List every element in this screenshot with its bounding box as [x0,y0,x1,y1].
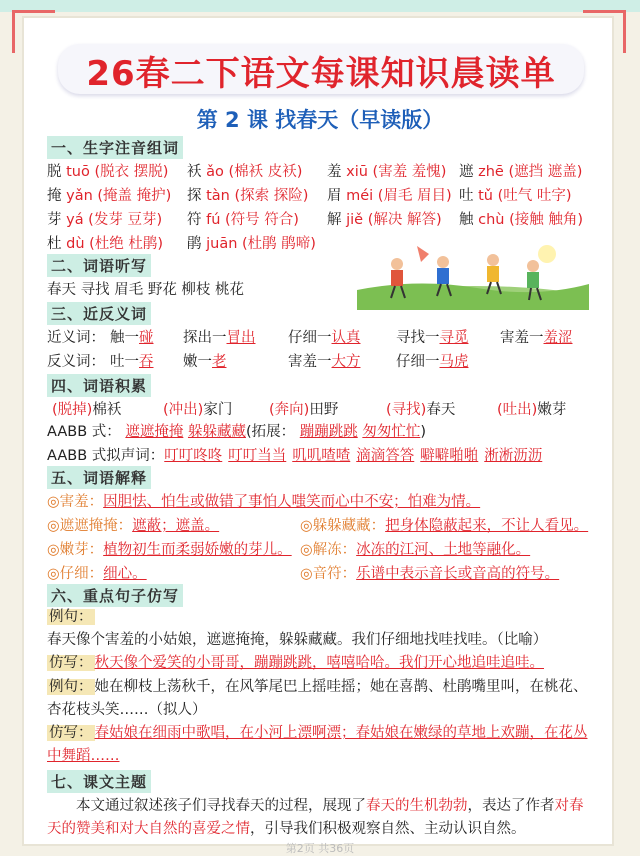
char: 吐 [459,188,479,204]
aabb-word: 匆匆忙忙 [362,424,421,440]
pinyin: méi [346,188,374,204]
verb: (寻找) [386,402,427,418]
anti-label: 反义词： [47,354,105,370]
word-pair [110,350,154,371]
definition [47,538,292,559]
imitation-text: 春姑娘在细雨中歌唱，在小河上漂啊漂；春姑娘在嫩绿的草地上欢蹦，在花丛中舞蹈…… [47,725,588,764]
section-heading: 四、词语积累 [47,374,151,397]
word-pair [183,350,227,371]
word-group: (符号 符合) [220,212,299,228]
char: 羞 [327,164,347,180]
pinyin: chù [478,212,505,228]
example-text: 她在柳枝上荡秋千，在风筝尾巴上摇哇摇；她在喜鹊、杜鹃嘴里叫，在桃花、杏花枝头笑……（拟人） [47,679,588,718]
pinyin: fú [206,212,221,228]
aabb-word: 躲躲藏藏 [187,424,246,440]
answer: 冒出 [226,330,256,346]
word-group: (发芽 豆芽) [83,212,163,228]
object: 嫩芽 [537,402,567,418]
section-heading: 三、近反义词 [47,302,151,325]
aabb-word: 遮遮掩掩 [125,424,184,440]
answer: 认真 [331,330,361,346]
char-entry [327,160,446,181]
page-number: 第2页 共36页 [285,842,355,855]
definition [47,490,480,511]
verb: (冲出) [163,402,204,418]
near-label: 近义词： [47,330,105,346]
definition [300,514,588,535]
meaning: 遮蔽；遮盖。 [132,518,220,534]
onomatopoeia-word: 叽叽喳喳 [292,448,351,464]
answer: 大方 [331,354,361,370]
definition [300,562,559,583]
term: ◎仔细： [47,566,104,582]
definition [300,538,530,559]
onomatopoeia-word: 叮叮当当 [228,448,287,464]
example-sentence-2 [47,676,592,722]
object: 田野 [309,402,339,418]
title-banner [58,44,584,94]
term: ◎解冻： [300,542,357,558]
word-group: (眉毛 眉目) [373,188,452,204]
section-heading: 六、重点句子仿写 [47,584,183,607]
word-group: (害羞 羞愧) [367,164,447,180]
char-entry [187,160,302,181]
lesson-theme [47,795,592,841]
phrase [163,398,232,419]
phrase [497,398,566,419]
pinyin: dù [66,236,85,252]
pinyin: tuō [66,164,90,180]
word-group: (探索 探险) [229,188,309,204]
example-tag: 例句： [49,679,93,695]
section-heading: 一、生字注音组词 [47,136,183,159]
word: 触一 [110,330,139,346]
theme-highlight: 春天的生机勃勃 [366,798,468,814]
word: 害羞一 [500,330,544,346]
char: 脱 [47,164,67,180]
char-entry [47,208,162,229]
pinyin: jiě [346,212,364,228]
word: 吐一 [110,354,139,370]
word-group: (脱衣 摆脱) [89,164,169,180]
char: 解 [327,212,347,228]
pinyin: zhē [478,164,504,180]
word-group: (解决 解答) [363,212,442,228]
meaning: 把身体隐蔽起来，不让人看见。 [385,518,589,534]
answer: 寻觅 [439,330,469,346]
char-entry [187,208,299,229]
char: 触 [459,212,479,228]
word-group: (掩盖 掩护) [92,188,172,204]
imitation-text: 秋天像个爱笑的小哥哥，蹦蹦跳跳，嘻嘻哈哈。我们开心地追哇追哇。 [94,655,544,671]
char: 掩 [47,188,67,204]
char-entry [47,160,168,181]
example-sentence-1 [47,606,592,652]
object: 家门 [203,402,233,418]
verb: (吐出) [497,402,538,418]
verb: (奔向) [269,402,310,418]
char-entry [459,184,572,205]
char-entry [187,184,308,205]
char-entry [187,232,316,253]
pinyin: tǔ [478,188,493,204]
corner-decoration [12,10,55,53]
pinyin: ǎo [206,164,224,180]
char-entry [459,208,583,229]
lesson-subtitle: 第 2 课 找春天（早读版） [196,108,444,132]
word: 仔细一 [396,354,440,370]
word-pair [288,350,361,371]
char: 眉 [327,188,347,204]
onomatopoeia-row [47,444,548,465]
char: 符 [187,212,207,228]
word-pair [396,326,469,347]
word: 嫩一 [183,354,212,370]
pinyin: yá [66,212,84,228]
onomatopoeia-word: 滴滴答答 [356,448,415,464]
theme-text: ，引导我们积极观察自然、主动认识自然。 [250,821,526,837]
char: 探 [187,188,207,204]
pinyin: xiū [346,164,368,180]
imitation-tag: 仿写： [49,725,93,741]
onomatopoeia-word: 淅淅沥沥 [484,448,543,464]
imitation-sentence-1 [47,652,592,675]
object: 棉袄 [92,402,122,418]
definition [47,562,147,583]
meaning: 植物初生而柔弱娇嫩的芽儿。 [103,542,292,558]
theme-text: 本文通过叙述孩子们寻找春天的过程，展现了 [76,798,366,814]
phrase [269,398,338,419]
char: 袄 [187,164,207,180]
section-heading: 二、词语听写 [47,254,151,277]
object: 春天 [426,402,456,418]
word-pair [500,326,573,347]
example-tag: 例句： [49,609,93,625]
definition [47,514,219,535]
section-heading: 七、课文主题 [47,770,151,793]
word: 探出一 [183,330,227,346]
answer: 碰 [139,330,154,346]
char: 杜 [47,236,67,252]
aabb-label: AABB 式： [47,424,121,440]
onomatopoeia-label: AABB 式拟声词： [47,448,165,464]
pinyin: yǎn [66,188,93,204]
pinyin: juān [206,236,238,252]
example-text: 春天像个害羞的小姑娘，遮遮掩掩，躲躲藏藏。我们仔细地找哇找哇。（比喻） [47,632,548,648]
aabb-word: 蹦蹦跳跳 [299,424,358,440]
onomatopoeia-word: 叮叮咚咚 [164,448,223,464]
word: 害羞一 [288,354,332,370]
imitation-tag: 仿写： [49,655,93,671]
char: 鹃 [187,236,207,252]
char: 遮 [459,164,479,180]
page-title: 26春二下语文每课知识晨读单 [86,54,556,94]
corner-decoration [583,10,626,53]
theme-text: ，表达了作者 [467,798,555,814]
aabb-row [47,420,426,441]
answer: 老 [212,354,227,370]
meaning: 细心。 [103,566,147,582]
char-entry [327,184,452,205]
word-group: (接触 触角) [504,212,584,228]
answer: 马虎 [439,354,469,370]
meaning: 冰冻的江河、土地等融化。 [356,542,531,558]
word-pair [396,350,469,371]
answer: 羞涩 [543,330,573,346]
char: 芽 [47,212,67,228]
word-group: (杜绝 杜鹃) [84,236,164,252]
dictation-words: 春天 寻找 眉毛 野花 柳枝 桃花 [47,282,245,298]
char-entry [47,232,163,253]
children-illustration [357,240,589,310]
phrase [386,398,455,419]
word-pair [288,326,361,347]
aabb-ext-label: (拓展： [245,424,296,440]
word-group: (棉袄 皮袄) [223,164,303,180]
word-pair [183,326,256,347]
meaning: 乐谱中表示音长或音高的符号。 [356,566,560,582]
meaning: 因胆怯、怕生或做错了事怕人嗤笑而心中不安；怕难为情。 [103,494,481,510]
char-entry [327,208,442,229]
theme-highlight: 对春天的赞美和对大自然的喜爱之情 [47,798,584,837]
word-group: (杜鹃 鹃啼) [237,236,316,252]
word-group: (吐气 吐字) [493,188,572,204]
term: ◎嫩芽： [47,542,104,558]
term: ◎害羞： [47,494,104,510]
verb: (脱掉) [52,402,93,418]
word-pair [110,326,154,347]
aabb-close: ) [420,424,427,440]
section-heading: 五、词语解释 [47,466,151,489]
word: 仔细一 [288,330,332,346]
term: ◎音符： [300,566,357,582]
char-entry [459,160,582,181]
pinyin: tàn [206,188,230,204]
phrase [52,398,121,419]
term: ◎遮遮掩掩： [47,518,133,534]
word-group: (遮挡 遮盖) [503,164,583,180]
imitation-sentence-2 [47,722,592,768]
word: 寻找一 [396,330,440,346]
term: ◎躲躲藏藏： [300,518,386,534]
char-entry [47,184,171,205]
onomatopoeia-word: 噼噼啪啪 [420,448,479,464]
answer: 吞 [139,354,154,370]
